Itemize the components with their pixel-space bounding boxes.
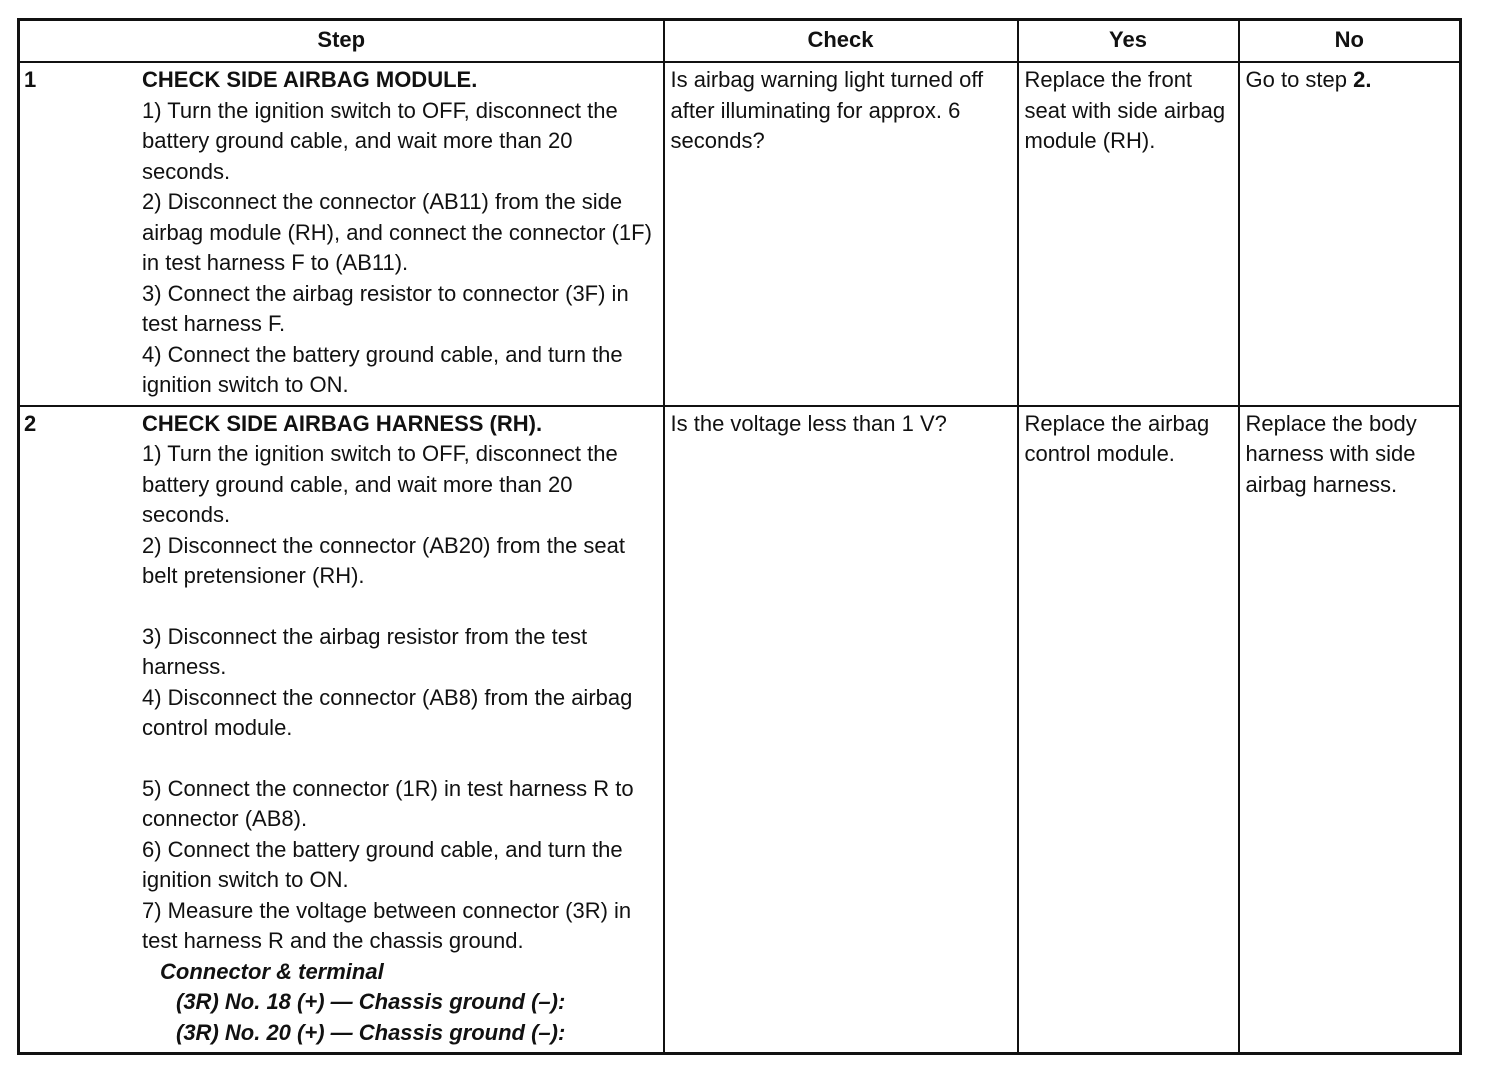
header-yes: Yes: [1018, 20, 1239, 63]
header-check: Check: [664, 20, 1018, 63]
substep: 4) Disconnect the connector (AB8) from the airbag control module.: [142, 684, 633, 740]
substep: 1) Turn the ignition switch to OFF, disconnect the battery ground cable, and wait more than 20 seconds.: [142, 441, 618, 527]
check-cell: Is the voltage less than 1 V?: [664, 406, 1018, 1054]
header-no: No: [1239, 20, 1461, 63]
no-cell: Replace the body harness with side airbag harness.: [1239, 406, 1461, 1054]
table-row: [19, 406, 1461, 1054]
substep: 7) Measure the voltage between connector (3R) in test harness R and the chassis ground.: [142, 897, 632, 953]
step-body: [140, 63, 663, 405]
table-row: [19, 62, 1461, 406]
step-cell: [19, 406, 664, 1054]
spacer: [142, 744, 659, 774]
step-title: CHECK SIDE AIRBAG HARNESS (RH).: [142, 410, 543, 436]
connector-terminal-heading: Connector & terminal: [160, 958, 384, 984]
step-cell: [19, 62, 664, 406]
substep: 2) Disconnect the connector (AB11) from the side airbag module (RH), and connect the connector (1F) in test harness F to (AB11).: [142, 189, 652, 275]
step-title: CHECK SIDE AIRBAG MODULE.: [142, 67, 478, 92]
substep: 3) Disconnect the airbag resistor from the test harness.: [142, 623, 588, 679]
step-body: [140, 407, 663, 1053]
step-number: 1: [24, 67, 37, 92]
step-reference: 2.: [1353, 67, 1372, 92]
no-text: Go to step: [1245, 67, 1354, 92]
spacer: [142, 592, 659, 622]
diagnostic-table: [17, 18, 1462, 1055]
connector-terminal-item: (3R) No. 20 (+) — Chassis ground (–):: [176, 1019, 566, 1045]
check-cell: Is airbag warning light turned off after illuminating for approx. 6 seconds?: [664, 62, 1018, 406]
substep: 4) Connect the battery ground cable, and turn the ignition switch to ON.: [142, 341, 623, 397]
substep: 3) Connect the airbag resistor to connector (3F) in test harness F.: [142, 280, 629, 336]
substep: 1) Turn the ignition switch to OFF, disconnect the battery ground cable, and wait more than 20 seconds.: [142, 97, 618, 184]
substep: 2) Disconnect the connector (AB20) from the seat belt pretensioner (RH).: [142, 532, 626, 588]
header-step: Step: [19, 20, 664, 63]
step-number: 2: [24, 410, 37, 436]
no-cell: [1239, 62, 1461, 406]
yes-cell: Replace the front seat with side airbag module (RH).: [1018, 62, 1239, 406]
substep: 5) Connect the connector (1R) in test harness R to connector (AB8).: [142, 775, 634, 831]
header-row: [19, 20, 1461, 63]
connector-terminal-item: (3R) No. 18 (+) — Chassis ground (–):: [176, 989, 566, 1014]
yes-cell: Replace the airbag control module.: [1018, 406, 1239, 1054]
substep: 6) Connect the battery ground cable, and turn the ignition switch to ON.: [142, 836, 623, 892]
